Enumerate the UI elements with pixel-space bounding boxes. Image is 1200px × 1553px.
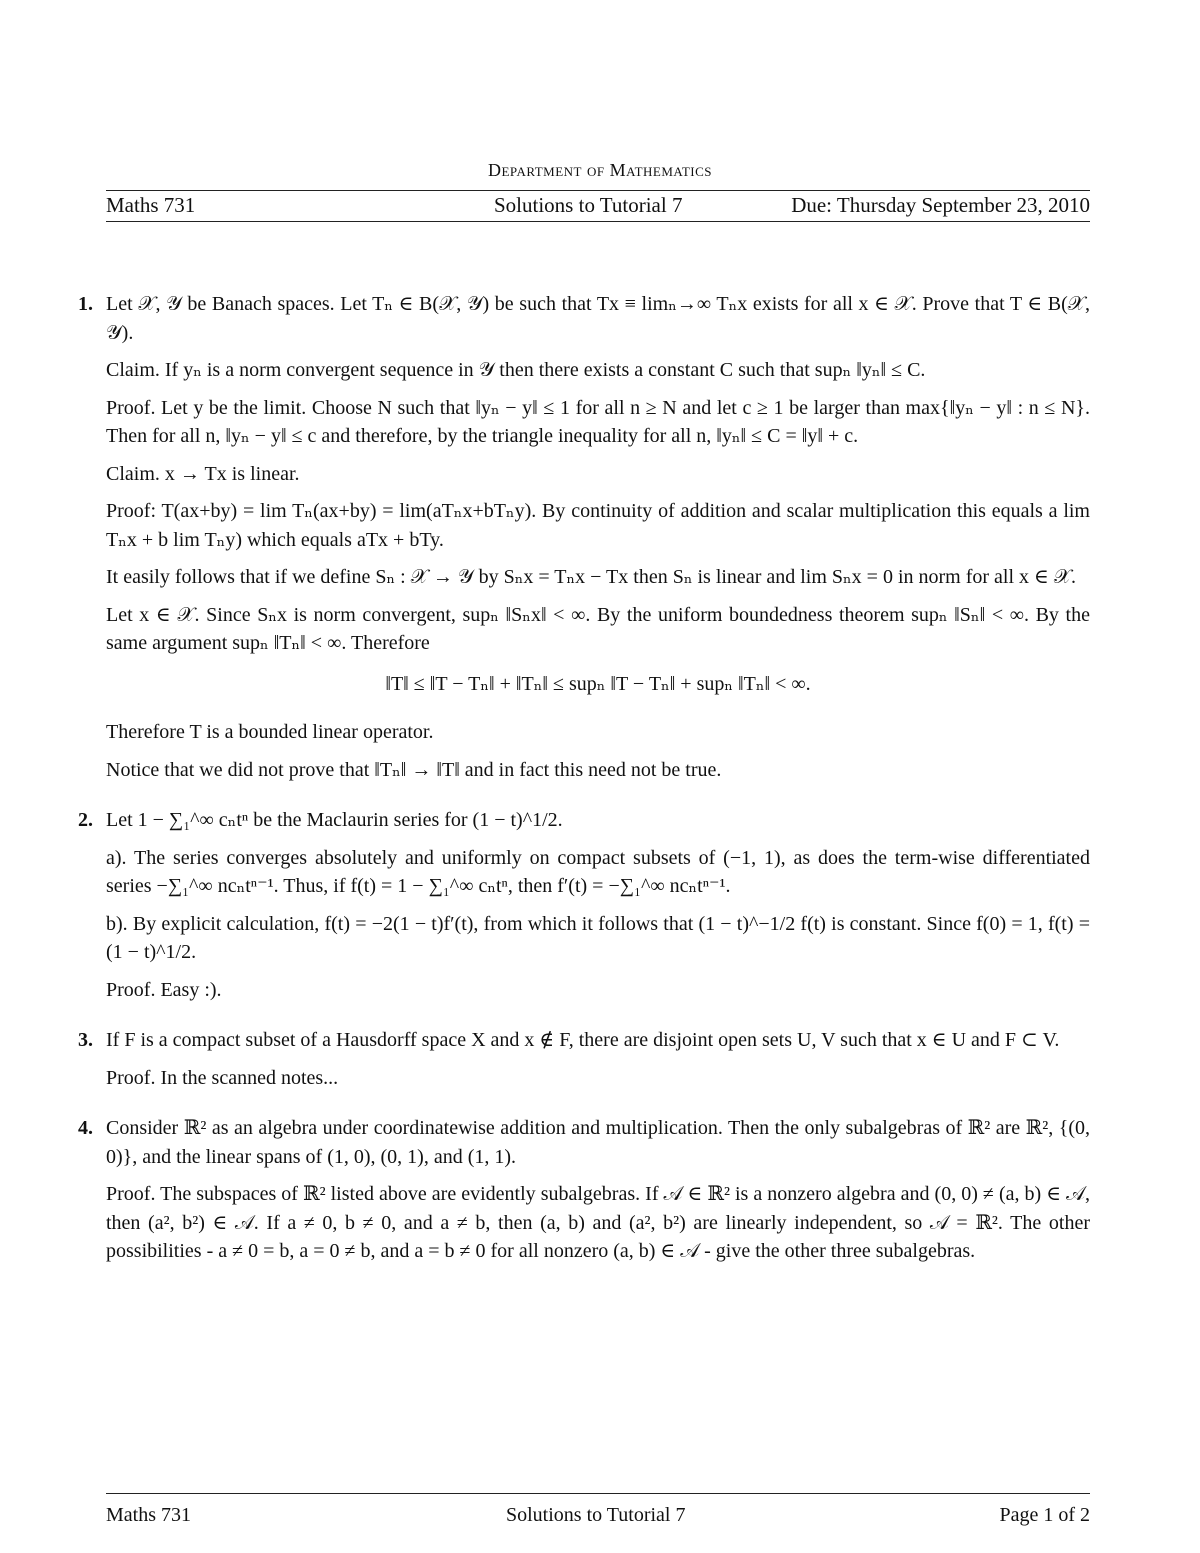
footer-page-number: Page 1 of 2 — [999, 1504, 1090, 1526]
question-statement: Let 1 − ∑₁^∞ cₙtⁿ be the Maclaurin series for (1 − t)^1/2. — [106, 809, 563, 831]
question-number: 1. — [78, 293, 93, 315]
part-a-paragraph: a). The series converges absolutely and uniformly on compact subsets of (−1, 1), as does the term-wise differentiated series −∑₁^∞ ncₙtⁿ⁻¹. Thus, if f(t) = 1 − ∑₁^∞ cₙtⁿ, then f′(t) = −∑₁^∞ ncₙtⁿ⁻¹. — [106, 846, 1090, 897]
question-number: 4. — [78, 1117, 93, 1139]
footer-bar — [106, 1493, 1090, 1534]
body-paragraph: Let x ∈ 𝒳. Since Sₙx is norm convergent, supₙ ‖Sₙx‖ < ∞. By the uniform boundedness theorem supₙ ‖Sₙ‖ < ∞. By the same argument supₙ ‖Tₙ‖ < ∞. Therefore — [106, 603, 1090, 654]
question-statement: Consider ℝ² as an algebra under coordinatewise addition and multiplication. Then the only subalgebras of ℝ² are ℝ², {(0, 0)}, and the linear spans of (1, 0), (0, 1), and (1, 1). — [106, 1117, 1090, 1168]
question-1 — [78, 290, 1090, 784]
header-title: Solutions to Tutorial 7 — [494, 193, 683, 217]
question-2 — [78, 806, 1090, 1004]
proof-paragraph: Proof. The subspaces of ℝ² listed above are evidently subalgebras. If 𝒜 ∈ ℝ² is a nonzero algebra and (0, 0) ≠ (a, b) ∈ 𝒜, then (a², b²) ∈ 𝒜. If a ≠ 0, b ≠ 0, and a ≠ b, then (a, b) and (a², b²) are linearly independent, so 𝒜 = ℝ². The other possibilities - a ≠ 0 = b, a = 0 ≠ b, and a = b ≠ 0 for all nonzero (a, b) ∈ 𝒜 - give the other three subalgebras. — [106, 1183, 1090, 1262]
question-4 — [78, 1114, 1090, 1266]
department-heading: Department of Mathematics — [487, 160, 713, 180]
body-paragraph: It easily follows that if we define Sₙ : 𝒳 → 𝒴 by Sₙx = Tₙx − Tx then Sₙ is linear and lim Sₙx = 0 in norm for all x ∈ 𝒳. — [106, 566, 1077, 588]
part-b-paragraph: b). By explicit calculation, f(t) = −2(1 − t)f′(t), from which it follows that (1 − t)^−1/2 f(t) is constant. Since f(0) = 1, f(t) = (1 − t)^1/2. — [106, 912, 1090, 963]
question-number: 2. — [78, 809, 93, 831]
proof-paragraph: Proof. Let y be the limit. Choose N such that ‖yₙ − y‖ ≤ 1 for all n ≥ N and let c ≥ 1 be larger than max{‖yₙ − y‖ : n ≤ N}. Then for all n, ‖yₙ − y‖ ≤ c and therefore, by the triangle inequality for all n, ‖yₙ‖ ≤ C = ‖y‖ + c. — [106, 396, 1090, 447]
body-paragraph: Notice that we did not prove that ‖Tₙ‖ → ‖T‖ and in fact this need not be true. — [106, 758, 722, 781]
header-course: Maths 731 — [106, 193, 196, 217]
body-paragraph: Therefore T is a bounded linear operator. — [106, 721, 434, 743]
question-statement: Let 𝒳, 𝒴 be Banach spaces. Let Tₙ ∈ B(𝒳, 𝒴) be such that Tx ≡ limₙ→∞ Tₙx exists for all x ∈ 𝒳. Prove that T ∈ B(𝒳, 𝒴). — [106, 293, 1090, 344]
footer-course: Maths 731 — [106, 1504, 191, 1526]
question-3 — [78, 1026, 1090, 1092]
proof-paragraph: Proof. In the scanned notes... — [106, 1066, 339, 1089]
display-equation: ‖T‖ ≤ ‖T − Tₙ‖ + ‖Tₙ‖ ≤ supₙ ‖T − Tₙ‖ + supₙ ‖Tₙ‖ < ∞. — [385, 672, 811, 695]
proof-paragraph: Proof: T(ax+by) = lim Tₙ(ax+by) = lim(aTₙx+bTₙy). By continuity of addition and scalar multiplication this equals a lim Tₙx + b lim Tₙy) which equals aTx + bTy. — [106, 500, 1090, 551]
header-bar — [106, 190, 1090, 222]
proof-paragraph: Proof. Easy :). — [106, 978, 222, 1001]
document-body — [78, 290, 1090, 1275]
question-statement: If F is a compact subset of a Hausdorff space X and x ∉ F, there are disjoint open sets U, V such that x ∈ U and F ⊂ V. — [106, 1029, 1060, 1051]
header-due-date: Due: Thursday September 23, 2010 — [791, 193, 1090, 217]
question-number: 3. — [78, 1029, 93, 1051]
claim-paragraph: Claim. x → Tx is linear. — [106, 462, 300, 485]
footer-title: Solutions to Tutorial 7 — [506, 1504, 686, 1526]
claim-paragraph: Claim. If yₙ is a norm convergent sequence in 𝒴 then there exists a constant C such that supₙ ‖yₙ‖ ≤ C. — [106, 359, 926, 381]
